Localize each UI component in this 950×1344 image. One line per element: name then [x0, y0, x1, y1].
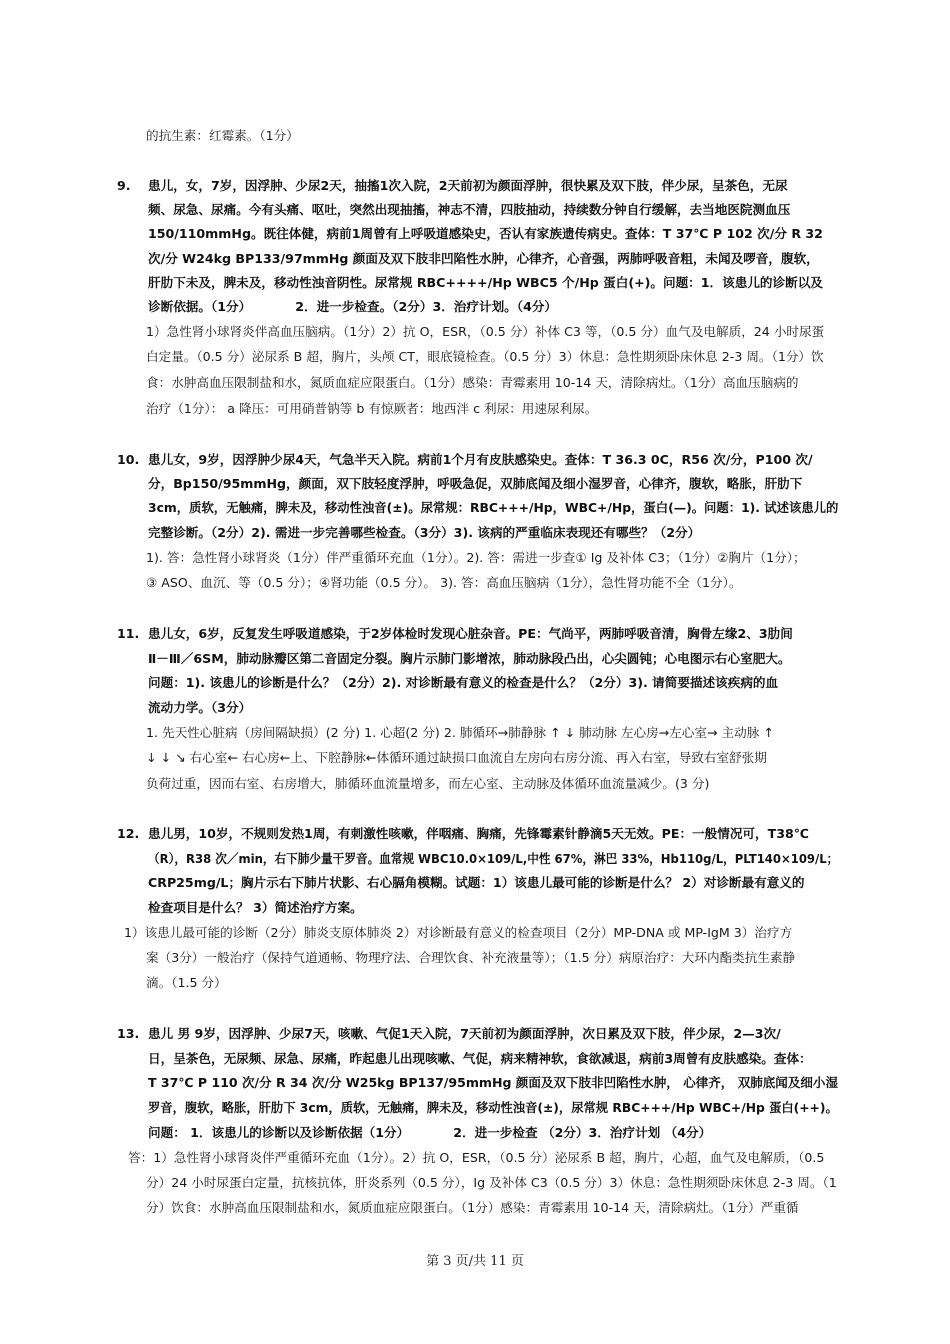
- question-line: 诊断依据。（1分） 2．进一步检查。（2分）3．治疗计划。（4分）: [148, 299, 558, 314]
- question-line: 检查项目是什么？ 3）简述治疗方案。: [148, 900, 363, 915]
- question-line: CRP25mg/L；胸片示右下肺片状影、右心膈角模糊。试题：1）该患儿最可能的诊断是什么？ 2）对诊断最有意义的: [148, 875, 805, 890]
- answer-line: 分）饮食：水肿高血压限制盐和水，氮质血症应限蛋白。（1分）感染：青霉素用 10-14 天，清除病灶。（1分）严重循: [146, 1200, 799, 1215]
- question-line: 流动力学。（3分）: [148, 700, 252, 715]
- question-line: 问题：1). 该患儿的诊断是什么？（2分）2). 对诊断最有意义的检查是什么？（2分）3). 请简要描述该疾病的血: [148, 675, 779, 690]
- answer-line: ↓ ↓ ↘ 右心室← 右心房←上、下腔静脉←体循环通过缺损口血流自左房向右房分流、再入右室，导致右室舒张期: [146, 750, 767, 765]
- answer-line: 1）该患儿最可能的诊断（2分）肺炎支原体肺炎 2）对诊断最有意义的检查项目（2分）MP-DNA 或 MP-IgM 3）治疗方: [124, 925, 793, 940]
- answer-line: 1）急性肾小球肾炎伴高血压脑病。（1分）2）抗 O，ESR，（0.5 分）补体 C3 等，（0.5 分）血气及电解质，24 小时尿蛋: [146, 324, 825, 339]
- question-line: 问题： 1．该患儿的诊断以及诊断依据（1分） 2．进一步检查 （2分）3．治疗计划 （4分）: [148, 1125, 712, 1140]
- question-number: 13.: [117, 1026, 140, 1041]
- question-line: 频、尿急、尿痛。今有头痛、呕吐，突然出现抽搐，神志不清，四肢抽动，持续数分钟自行缓解，去当地医院测血压: [148, 202, 791, 217]
- question-line: 150/110mmHg。既往体健，病前1周曾有上呼吸道感染史，否认有家族遗传病史。查体：T 37℃ P 102 次/分 R 32: [148, 226, 823, 241]
- question-line: T 37℃ P 110 次/分 R 34 次/分 W25kg BP137/95mmHg 颜面及双下肢非凹陷性水肿， 心律齐， 双肺底闻及细小湿: [148, 1075, 839, 1090]
- answer-line: 滴。（1.5 分）: [146, 975, 227, 990]
- question-line: 患儿女，6岁，反复发生呼吸道感染，于2岁体检时发现心脏杂音。PE：气尚平，两肺呼吸音清，胸骨左缘2、3肋间: [148, 626, 793, 641]
- question-line: 日，呈茶色，无尿频、尿急、尿痛，昨起患儿出现咳嗽、气促，病来精神软，食欲减退，病前3周曾有皮肤感染。查体：: [148, 1051, 812, 1066]
- answer-line: 1. 先天性心脏病（房间隔缺损）(2 分) 1. 心超(2 分) 2. 肺循环→肺静脉 ↑ ↓ 肺动脉 左心房→左心室→ 主动脉 ↑: [146, 725, 774, 740]
- question-line: 完整诊断。（2分）2). 需进一步完善哪些检查。（3分）3). 该病的严重临床表现还有哪些？（2分）: [148, 525, 701, 540]
- answer-line: 答：1）急性肾小球肾炎伴严重循环充血（1分）。2）抗 O，ESR，（0.5 分）泌尿系 B 超，胸片，心超，血气及电解质，（0.5: [128, 1150, 825, 1165]
- answer-line: 食：水肿高血压限制盐和水，氮质血症应限蛋白。（1分）感染：青霉素用 10-14 天，清除病灶。（1分）高血压脑病的: [146, 375, 799, 390]
- question-number: 9.: [117, 178, 131, 193]
- answer-line: 白定量。（0.5 分）泌尿系 B 超，胸片，头颅 CT，眼底镜检查。（0.5 分）3）休息：急性期须卧床休息 2-3 周。（1分）饮: [146, 349, 824, 364]
- question-line: 3cm，质软，无触痛，脾未及，移动性浊音(±)。尿常规：RBC+++/Hp，WBC+/Hp，蛋白(—)。问题：1). 试述该患儿的: [148, 500, 839, 515]
- question-line: 患儿 男 9岁，因浮肿、少尿7天，咳嗽、气促1天入院，7天前初为颜面浮肿，次日累及双下肢，伴少尿，2—3次/: [148, 1026, 781, 1041]
- answer-line: 分）24 小时尿蛋白定量，抗核抗体，肝炎系列（0.5 分），Ig 及补体 C3（0.5 分）3）休息：急性期须卧床休息 2-3 周。（1: [146, 1175, 837, 1190]
- question-line: 肝肋下未及，脾未及，移动性浊音阴性。尿常规 RBC++++/Hp WBC5 个/Hp 蛋白(+)。问题：1．该患儿的诊断以及: [148, 275, 823, 290]
- answer-line: 治疗（1分）： a 降压：可用硝普钠等 b 有惊厥者：地西泮 c 利尿：用速尿利尿。: [146, 401, 598, 416]
- question-line: 患儿，女，7岁，因浮肿、少尿2天，抽搐1次入院，2天前初为颜面浮肿，很快累及双下肢，伴少尿，呈茶色，无尿: [148, 178, 788, 193]
- question-line: （R），R38 次／min，右下肺少量干罗音。血常规 WBC10.0×109/L,中性 67%，淋巴 33%，Hb110g/L，PLT140×109/L；: [148, 851, 839, 866]
- answer-line: ③ ASO、血沉、等（0.5 分）；④肾功能（0.5 分）。 3). 答：高血压脑病（1分），急性肾功能不全（1分）。: [146, 575, 742, 590]
- answer-line: 的抗生素：红霉素。（1分）: [146, 128, 299, 143]
- question-line: 患儿女，9岁，因浮肿少尿4天，气急半天入院。病前1个月有皮肤感染史。查体：T 36.3 0C，R56 次/分，P100 次/: [148, 452, 813, 467]
- answer-line: 负荷过重，因而右室、右房增大，肺循环血流量增多，而左心室、主动脉及体循环血流量减少。(3 分): [146, 776, 710, 791]
- question-number: 10.: [117, 452, 140, 467]
- question-line: 分，Bp150/95mmHg，颜面，双下肢轻度浮肿，呼吸急促，双肺底闻及细小湿罗音，心律齐，腹软，略胀，肝肋下: [148, 476, 803, 491]
- page-footer: 第 3 页/共 11 页: [426, 1254, 524, 1269]
- question-line: Ⅱ－Ⅲ／6SM，肺动脉瓣区第二音固定分裂。胸片示肺门影增浓，肺动脉段凸出，心尖圆钝；心电图示右心室肥大。: [148, 651, 791, 666]
- answer-line: 1). 答：急性肾小球肾炎（1分）伴严重循环充血（1分）。2). 答：需进一步查① Ig 及补体 C3；（1分）②胸片（1分）；: [146, 550, 806, 565]
- question-line: 罗音，腹软，略胀，肝肋下 3cm，质软，无触痛，脾未及，移动性浊音(±)，尿常规 RBC+++/Hp WBC+/Hp 蛋白(++)。: [148, 1100, 838, 1115]
- question-line: 次/分 W24kg BP133/97mmHg 颜面及双下肢非凹陷性水肿，心律齐，心音强，两肺呼吸音粗，未闻及啰音，腹软，: [148, 251, 819, 266]
- question-number: 12.: [117, 826, 140, 841]
- answer-line: 案（3分）一般治疗（保持气道通畅、物理疗法、合理饮食、补充液量等）；（1.5 分）病原治疗：大环内酯类抗生素静: [146, 950, 796, 965]
- question-line: 患儿男，10岁，不规则发热1周，有刺激性咳嗽，伴咽痛、胸痛，先锋霉素针静滴5天无效。PE：一般情况可，T38℃: [148, 826, 809, 841]
- question-number: 11.: [117, 626, 140, 641]
